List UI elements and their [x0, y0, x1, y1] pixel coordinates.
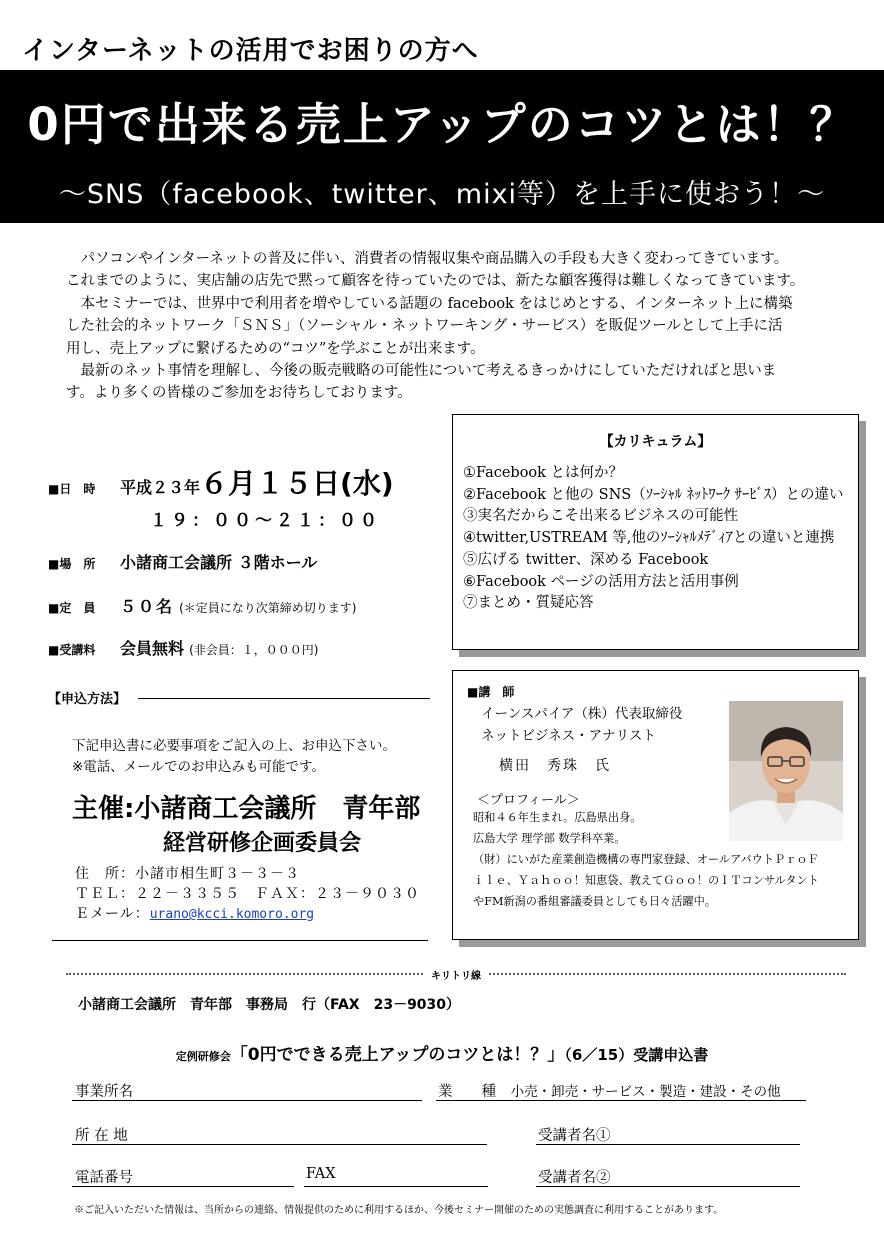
contact-email-row	[75, 904, 420, 925]
fax-field[interactable]	[304, 1186, 488, 1187]
intro-line: パソコンやインターネットの普及に伴い、消費者の情報収集や商品購入の手段も大きく変わってきています。	[66, 251, 789, 267]
fee-row	[48, 636, 318, 659]
event-time: １９：００～２１：００	[150, 511, 381, 531]
curriculum-box	[452, 414, 859, 650]
curriculum-item: ⑤広げる twitter、深める Facebook	[463, 551, 709, 568]
organizer-committee: 経営研修企画委員会	[163, 831, 362, 856]
fax-destination: 小諸商工会議所 青年部 事務局 行（FAX 23－9030）	[78, 997, 461, 1013]
industry-field[interactable]	[436, 1100, 806, 1101]
application-line: ※電話、メールでのお申込みも可能です。	[72, 759, 325, 775]
curriculum-item: ⑥Facebook ページの活用方法と活用事例	[463, 573, 739, 590]
phone-field[interactable]	[72, 1186, 294, 1187]
contact-tel-fax: ＴＥＬ：２２－３３５５ ＦＡＸ：２３－９０３０	[75, 886, 420, 902]
place-row	[48, 550, 317, 573]
capacity-label: ■定 員	[48, 601, 96, 615]
industry-options[interactable]: 小売・卸売・サービス・製造・建設・その他	[510, 1084, 781, 1100]
fee-value: 会員無料	[120, 639, 185, 658]
business-name-label: 事業所名	[75, 1084, 133, 1100]
date-main: ６月１５日(水)	[200, 467, 394, 500]
profile-line: （財）にいがた産業創造機構の専門家登録、オールアバウトＰｒｏＦ	[473, 853, 819, 866]
date-row	[48, 462, 394, 502]
lecturer-role: イーンスパイア（株）代表取締役	[481, 706, 683, 722]
intro-line: 本セミナーでは、世界中で利用者を増やしている話題の facebook をはじめとする、インターネット上に構築	[66, 295, 793, 312]
industry-label: 業 種	[438, 1084, 496, 1100]
curriculum-item: ⑦まとめ・質疑応答	[463, 595, 594, 612]
lecturer-roles	[481, 703, 682, 747]
organizer: 主催:小諸商工会議所 青年部	[72, 794, 421, 824]
intro-line: これまでのように、実店舗の店先で黙って顧客を待っていたのでは、新たな顧客獲得は難しくなってきています。	[66, 273, 805, 290]
divider	[52, 940, 428, 941]
profile-line: やFM新潟の番組審議委員としても日々活躍中。	[473, 895, 716, 908]
intro-line: した社会的ネットワーク「ＳＮＳ」（ソーシャル・ネットワーキング・サービス）を販促ツールとして上手に活	[66, 318, 783, 335]
lecturer-heading: ■講 師	[467, 685, 515, 699]
profile-line: 昭和４６年生まれ。広島県出身。	[473, 811, 642, 824]
industry-row	[438, 1080, 781, 1101]
page-subtitle: ～SNS（facebook、twitter、mixi等）を上手に使おう！～	[58, 179, 826, 210]
lecturer-name: 横田 秀珠 氏	[499, 758, 611, 774]
cut-label: キリトリ線	[423, 967, 489, 982]
curriculum-title: 【カリキュラム】	[599, 434, 712, 450]
capacity-value: ５０名	[120, 597, 175, 616]
capacity-row	[48, 594, 356, 617]
attendee1-field[interactable]	[536, 1144, 800, 1145]
place-label: ■場 所	[48, 557, 96, 571]
address-label: 所 在 地	[75, 1128, 128, 1144]
contact-info	[75, 864, 420, 925]
intro-line: す。より多くの皆様のご参加をお待ちしております。	[66, 385, 412, 402]
tagline: インターネットの活用でお困りの方へ	[22, 36, 479, 66]
intro-line: 最新のネット事情を理解し、今後の販売戦略の可能性について考えるきっかけにしていただければと思いま	[66, 363, 777, 380]
cut-line	[66, 967, 846, 981]
lecturer-box	[452, 670, 859, 940]
place-value: 小諸商工会議所 ３階ホール	[120, 553, 318, 572]
date-prefix: 平成２３年	[120, 478, 201, 497]
form-title-suffix: （6／15）受講申込書	[564, 1046, 709, 1064]
intro-line: 用し、売上アップに繋げるための“コツ”を学ぶことが出来ます。	[66, 340, 485, 357]
curriculum-item: ①Facebook とは何か？	[463, 465, 624, 481]
footnote: ※ご記入いただいた情報は、当所からの連絡、情報提供のために利用するほか、今後セミナー開催のための実態調査に利用することがあります。	[74, 1205, 724, 1216]
fax-label: FAX	[306, 1166, 336, 1182]
form-title	[0, 1040, 884, 1065]
fee-note: (非会員：１，０００円)	[189, 643, 319, 657]
form-title-main: 「0円でできる売上アップのコツとは！？」	[230, 1045, 565, 1065]
title-banner	[0, 70, 884, 223]
date-label: ■日 時	[48, 482, 96, 496]
capacity-note: (＊定員になり次第締め切ります)	[179, 601, 357, 615]
profile-line: ｉｌｅ、Ｙａｈｏｏ！知恵袋、教えてＧｏｏ！のＩＴコンサルタント	[473, 874, 819, 887]
fee-label: ■受講料	[48, 643, 96, 657]
curriculum-list	[463, 463, 843, 615]
intro-text	[66, 248, 826, 405]
profile-heading: ＜プロフィール＞	[477, 793, 580, 808]
application-line: 下記申込書に必要事項をご記入の上、お申込下さい。	[72, 738, 396, 754]
application-instructions	[72, 736, 396, 778]
phone-label: 電話番号	[75, 1170, 133, 1186]
curriculum-item: ④twitter,USTREAM 等,他のｿｰｼｬﾙﾒﾃﾞｨｱとの違いと連携	[463, 530, 835, 547]
address-field[interactable]	[72, 1144, 487, 1145]
attendee1-label: 受講者名①	[538, 1128, 611, 1144]
profile-line: 広島大学 理学部 数学科卒業。	[473, 832, 626, 845]
attendee2-field[interactable]	[536, 1186, 800, 1187]
attendee2-label: 受講者名②	[538, 1170, 611, 1186]
page-title: 0円で出来る売上アップのコツとは！？	[27, 98, 857, 151]
curriculum-item: ②Facebook と他の SNS（ｿｰｼｬﾙ ﾈｯﾄﾜｰｸ ｻｰﾋﾞｽ）との違い	[463, 486, 844, 503]
lecturer-photo	[729, 701, 843, 841]
lecturer-photo-image	[729, 701, 843, 841]
curriculum-item: ③実名だからこそ出来るビジネスの可能性	[463, 508, 739, 525]
email-link[interactable]: urano@kcci.komoro.org	[149, 907, 315, 922]
email-label: Ｅメール：	[75, 906, 150, 922]
lecturer-role: ネットビジネス・アナリスト	[481, 728, 656, 744]
application-heading: 【申込方法】	[48, 692, 127, 707]
business-name-field[interactable]	[72, 1100, 422, 1101]
divider	[138, 698, 430, 699]
form-title-prefix: 定例研修会	[175, 1050, 231, 1063]
contact-address: 住 所：小諸市相生町３－３－３	[75, 866, 300, 882]
